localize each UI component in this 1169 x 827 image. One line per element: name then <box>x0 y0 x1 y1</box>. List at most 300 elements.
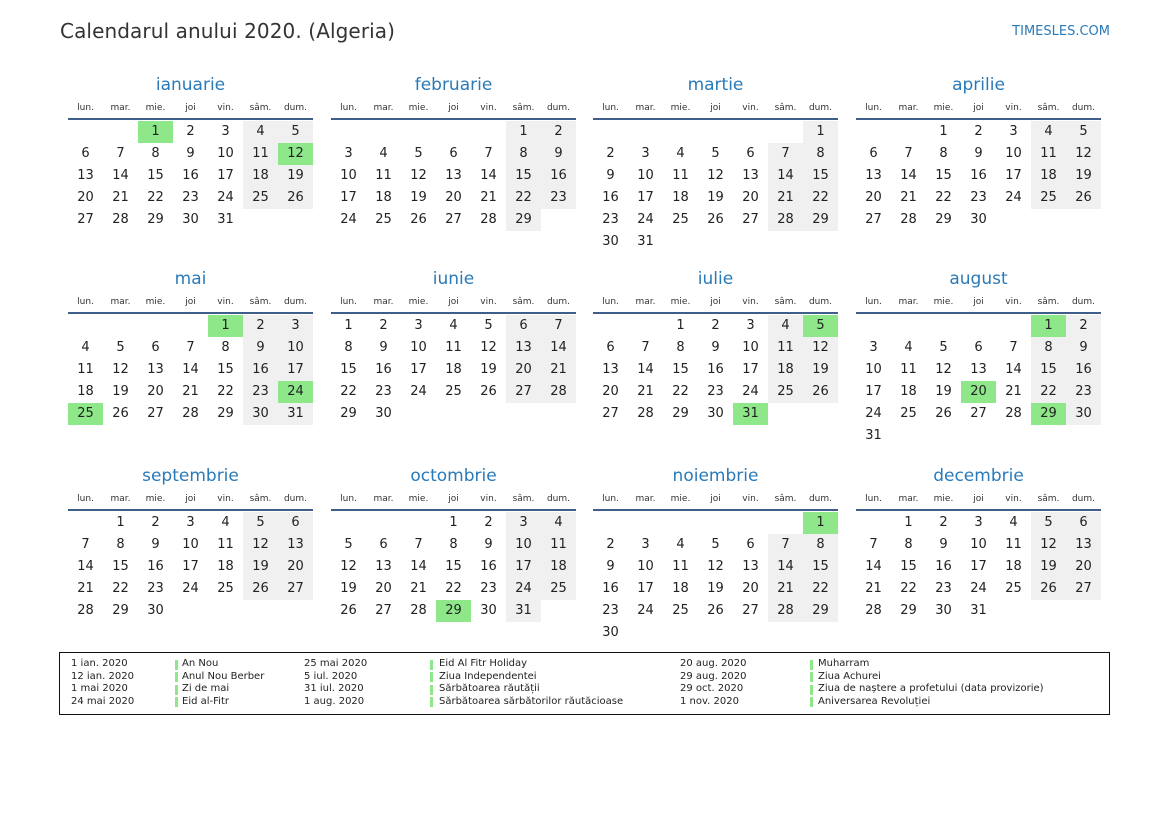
day-cell: 17 <box>340 190 357 205</box>
day-cell: 26 <box>1066 187 1101 209</box>
day-cell: 12 <box>1031 534 1066 556</box>
day-cell: 13 <box>742 168 759 183</box>
day-cell: 26 <box>112 406 129 421</box>
day-cell: 14 <box>768 556 803 578</box>
day-cell: 6 <box>449 146 458 161</box>
weekday-label: dum. <box>283 494 308 504</box>
day-cell: 5 <box>711 537 720 552</box>
day-cell: 30 <box>970 212 987 227</box>
day-cell: 29 <box>803 209 838 231</box>
day-cell: 18 <box>541 556 576 578</box>
day-cell: 18 <box>1031 165 1066 187</box>
day-cell: 10 <box>340 168 357 183</box>
day-cell: 15 <box>445 559 462 574</box>
weekday-label: dum. <box>1071 494 1096 504</box>
legend-marker <box>810 697 813 707</box>
legend-date: 25 mai 2020 <box>304 658 368 669</box>
day-cell: 7 <box>541 315 576 337</box>
day-cell: 19 <box>1066 165 1101 187</box>
weekday-label: sâm. <box>249 103 272 113</box>
weekday-label: lun. <box>602 297 619 307</box>
day-cell: 31 <box>278 403 313 425</box>
day-cell: 3 <box>746 318 755 333</box>
day-cell: 5 <box>484 318 493 333</box>
day-cell: 22 <box>147 190 164 205</box>
day-cell: 13 <box>278 534 313 556</box>
day-cell: 2 <box>151 515 160 530</box>
holiday-day: 1 <box>803 512 838 534</box>
day-cell: 13 <box>602 362 619 377</box>
weekday-label: vin. <box>1005 103 1022 113</box>
day-cell: 16 <box>480 559 497 574</box>
day-cell: 22 <box>935 190 952 205</box>
day-cell: 13 <box>865 168 882 183</box>
holiday-day: 25 <box>68 403 103 425</box>
day-cell: 7 <box>186 340 195 355</box>
day-cell: 18 <box>672 190 689 205</box>
day-cell: 21 <box>541 359 576 381</box>
day-cell: 24 <box>506 578 541 600</box>
day-cell: 27 <box>445 212 462 227</box>
day-cell: 9 <box>379 340 388 355</box>
day-cell: 26 <box>480 384 497 399</box>
day-cell: 7 <box>869 537 878 552</box>
day-cell: 3 <box>641 146 650 161</box>
legend-holiday-name: Aniversarea Revoluției <box>818 695 931 707</box>
legend-marker <box>175 685 178 695</box>
day-cell: 17 <box>278 359 313 381</box>
weekday-label: joi <box>710 494 721 504</box>
day-cell: 25 <box>900 406 917 421</box>
day-cell: 1 <box>344 318 353 333</box>
weekday-label: mar. <box>635 297 656 307</box>
day-cell: 25 <box>445 384 462 399</box>
weekday-label: sâm. <box>512 494 535 504</box>
month-name: iunie <box>432 269 475 289</box>
day-cell: 5 <box>1066 121 1101 143</box>
day-cell: 12 <box>935 362 952 377</box>
day-cell: 12 <box>707 559 724 574</box>
day-cell: 7 <box>414 537 423 552</box>
day-cell: 22 <box>803 187 838 209</box>
day-cell: 4 <box>379 146 388 161</box>
month-name: ianuarie <box>155 75 226 95</box>
day-cell: 10 <box>637 168 654 183</box>
day-cell: 18 <box>243 165 278 187</box>
day-cell: 7 <box>768 143 803 165</box>
day-cell: 2 <box>186 124 195 139</box>
weekday-label: sâm. <box>249 297 272 307</box>
legend-date: 1 nov. 2020 <box>680 695 739 707</box>
weekday-label: mar. <box>898 103 919 113</box>
day-cell: 14 <box>637 362 654 377</box>
day-cell: 8 <box>449 537 458 552</box>
day-cell: 23 <box>970 190 987 205</box>
day-cell: 31 <box>865 428 882 443</box>
month-divider <box>68 118 313 120</box>
day-cell: 16 <box>1066 359 1101 381</box>
day-cell: 7 <box>116 146 125 161</box>
weekday-label: mie. <box>670 103 691 113</box>
day-cell: 14 <box>77 559 94 574</box>
weekday-label: joi <box>710 297 721 307</box>
day-cell: 10 <box>1005 146 1022 161</box>
month-name: septembrie <box>142 466 239 486</box>
weekday-label: mie. <box>408 494 429 504</box>
day-cell: 11 <box>217 537 234 552</box>
day-cell: 20 <box>77 190 94 205</box>
day-cell: 26 <box>707 603 724 618</box>
day-cell: 16 <box>935 559 952 574</box>
legend-date: 12 ian. 2020 <box>71 670 134 682</box>
day-cell: 23 <box>707 384 724 399</box>
legend-marker <box>430 685 433 695</box>
holiday-day: 29 <box>1031 403 1066 425</box>
weekday-label: dum. <box>283 297 308 307</box>
day-cell: 5 <box>243 512 278 534</box>
day-cell: 16 <box>182 168 199 183</box>
day-cell: 31 <box>506 600 541 622</box>
day-cell: 25 <box>1031 187 1066 209</box>
day-cell: 23 <box>147 581 164 596</box>
day-cell: 30 <box>602 625 619 640</box>
day-cell: 10 <box>410 340 427 355</box>
weekday-label: dum. <box>546 494 571 504</box>
weekday-label: vin. <box>480 297 497 307</box>
weekday-label: lun. <box>865 103 882 113</box>
weekday-label: mie. <box>933 494 954 504</box>
day-cell: 11 <box>541 534 576 556</box>
day-cell: 29 <box>900 603 917 618</box>
weekday-label: lun. <box>865 494 882 504</box>
holiday-day: 1 <box>208 315 243 337</box>
day-cell: 3 <box>186 515 195 530</box>
day-cell: 28 <box>480 212 497 227</box>
weekday-label: lun. <box>340 297 357 307</box>
day-cell: 15 <box>506 165 541 187</box>
day-cell: 30 <box>707 406 724 421</box>
day-cell: 30 <box>147 603 164 618</box>
day-cell: 27 <box>506 381 541 403</box>
month-divider <box>593 118 838 120</box>
day-cell: 31 <box>637 234 654 249</box>
day-cell: 19 <box>935 384 952 399</box>
weekday-label: mar. <box>635 103 656 113</box>
month-name: august <box>949 269 1008 289</box>
day-cell: 21 <box>1005 384 1022 399</box>
weekday-label: joi <box>973 494 984 504</box>
day-cell: 9 <box>541 143 576 165</box>
day-cell: 30 <box>480 603 497 618</box>
day-cell: 15 <box>112 559 129 574</box>
day-cell: 23 <box>480 581 497 596</box>
weekday-label: vin. <box>217 297 234 307</box>
day-cell: 15 <box>672 362 689 377</box>
day-cell: 6 <box>606 340 615 355</box>
day-cell: 12 <box>707 168 724 183</box>
legend-holiday-name: An Nou <box>182 658 219 669</box>
day-cell: 25 <box>672 212 689 227</box>
day-cell: 7 <box>641 340 650 355</box>
day-cell: 13 <box>147 362 164 377</box>
day-cell: 8 <box>676 340 685 355</box>
legend-date: 31 iul. 2020 <box>304 683 364 694</box>
day-cell: 3 <box>974 515 983 530</box>
day-cell: 27 <box>375 603 392 618</box>
legend-holiday-name: Sărbătoarea răutății <box>439 683 540 694</box>
month-divider <box>856 118 1101 120</box>
day-cell: 27 <box>865 212 882 227</box>
day-cell: 12 <box>803 337 838 359</box>
day-cell: 16 <box>147 559 164 574</box>
day-cell: 22 <box>506 187 541 209</box>
day-cell: 10 <box>278 337 313 359</box>
day-cell: 23 <box>935 581 952 596</box>
day-cell: 8 <box>1031 337 1066 359</box>
day-cell: 19 <box>480 362 497 377</box>
legend-date: 24 mai 2020 <box>71 695 135 707</box>
day-cell: 10 <box>182 537 199 552</box>
day-cell: 14 <box>865 559 882 574</box>
day-cell: 28 <box>112 212 129 227</box>
month-name: aprilie <box>952 75 1005 95</box>
month-divider <box>331 312 576 314</box>
day-cell: 16 <box>602 581 619 596</box>
day-cell: 23 <box>182 190 199 205</box>
day-cell: 5 <box>344 537 353 552</box>
weekday-label: joi <box>973 103 984 113</box>
day-cell: 15 <box>217 362 234 377</box>
weekday-label: mar. <box>898 297 919 307</box>
day-cell: 30 <box>602 234 619 249</box>
weekday-label: mar. <box>373 297 394 307</box>
day-cell: 28 <box>637 406 654 421</box>
day-cell: 13 <box>742 559 759 574</box>
weekday-label: joi <box>185 297 196 307</box>
legend-holiday-name: Ziua Independentei <box>439 670 537 682</box>
day-cell: 6 <box>869 146 878 161</box>
day-cell: 22 <box>340 384 357 399</box>
day-cell: 28 <box>768 209 803 231</box>
day-cell: 24 <box>637 603 654 618</box>
day-cell: 3 <box>641 537 650 552</box>
legend-marker <box>430 697 433 707</box>
day-cell: 30 <box>375 406 392 421</box>
day-cell: 8 <box>803 143 838 165</box>
legend-marker <box>175 697 178 707</box>
day-cell: 27 <box>742 603 759 618</box>
day-cell: 15 <box>935 168 952 183</box>
day-cell: 21 <box>865 581 882 596</box>
day-cell: 1 <box>116 515 125 530</box>
day-cell: 18 <box>900 384 917 399</box>
day-cell: 17 <box>637 581 654 596</box>
day-cell: 20 <box>602 384 619 399</box>
weekday-label: lun. <box>77 297 94 307</box>
legend-holiday-name: Anul Nou Berber <box>182 670 265 682</box>
day-cell: 16 <box>970 168 987 183</box>
weekday-label: mie. <box>145 297 166 307</box>
legend-date: 1 ian. 2020 <box>71 658 128 669</box>
day-cell: 26 <box>1031 578 1066 600</box>
day-cell: 7 <box>484 146 493 161</box>
weekday-label: lun. <box>602 494 619 504</box>
weekday-label: mie. <box>933 297 954 307</box>
weekday-label: sâm. <box>512 103 535 113</box>
day-cell: 10 <box>637 559 654 574</box>
day-cell: 1 <box>904 515 913 530</box>
day-cell: 11 <box>768 337 803 359</box>
day-cell: 25 <box>243 187 278 209</box>
day-cell: 20 <box>742 190 759 205</box>
day-cell: 3 <box>278 315 313 337</box>
day-cell: 8 <box>344 340 353 355</box>
day-cell: 5 <box>278 121 313 143</box>
day-cell: 5 <box>939 340 948 355</box>
day-cell: 21 <box>410 581 427 596</box>
day-cell: 4 <box>449 318 458 333</box>
month-divider <box>593 509 838 511</box>
day-cell: 11 <box>243 143 278 165</box>
day-cell: 22 <box>803 578 838 600</box>
day-cell: 11 <box>375 168 392 183</box>
day-cell: 28 <box>900 212 917 227</box>
day-cell: 17 <box>1005 168 1022 183</box>
day-cell: 6 <box>506 315 541 337</box>
weekday-label: vin. <box>1005 297 1022 307</box>
day-cell: 18 <box>1005 559 1022 574</box>
holiday-day: 24 <box>278 381 313 403</box>
month-divider <box>68 509 313 511</box>
day-cell: 15 <box>900 559 917 574</box>
weekday-label: lun. <box>865 297 882 307</box>
day-cell: 9 <box>974 146 983 161</box>
day-cell: 25 <box>217 581 234 596</box>
day-cell: 21 <box>768 187 803 209</box>
day-cell: 6 <box>151 340 160 355</box>
day-cell: 22 <box>112 581 129 596</box>
weekday-label: joi <box>185 494 196 504</box>
day-cell: 29 <box>935 212 952 227</box>
day-cell: 2 <box>606 146 615 161</box>
day-cell: 26 <box>707 212 724 227</box>
day-cell: 11 <box>1031 143 1066 165</box>
day-cell: 7 <box>1009 340 1018 355</box>
day-cell: 17 <box>182 559 199 574</box>
day-cell: 17 <box>217 168 234 183</box>
day-cell: 2 <box>939 515 948 530</box>
day-cell: 26 <box>803 381 838 403</box>
day-cell: 24 <box>340 212 357 227</box>
day-cell: 19 <box>243 556 278 578</box>
legend-marker <box>430 672 433 682</box>
legend-holiday-name: Sărbătoarea sărbătorilor răutăcioase <box>439 695 624 707</box>
day-cell: 24 <box>970 581 987 596</box>
day-cell: 22 <box>672 384 689 399</box>
weekday-label: mar. <box>110 103 131 113</box>
weekday-label: sâm. <box>249 494 272 504</box>
day-cell: 8 <box>506 143 541 165</box>
month-name: martie <box>687 75 744 95</box>
site-link[interactable]: TIMESLES.COM <box>1012 24 1110 39</box>
holiday-day: 31 <box>733 403 768 425</box>
day-cell: 12 <box>480 340 497 355</box>
weekday-label: mie. <box>145 494 166 504</box>
weekday-label: vin. <box>217 494 234 504</box>
legend-date: 1 mai 2020 <box>71 683 128 694</box>
day-cell: 16 <box>243 359 278 381</box>
day-cell: 22 <box>217 384 234 399</box>
day-cell: 14 <box>541 337 576 359</box>
day-cell: 3 <box>869 340 878 355</box>
day-cell: 15 <box>1031 359 1066 381</box>
day-cell: 6 <box>974 340 983 355</box>
month-divider <box>856 312 1101 314</box>
legend-marker <box>175 672 178 682</box>
day-cell: 6 <box>746 537 755 552</box>
day-cell: 11 <box>77 362 94 377</box>
day-cell: 8 <box>904 537 913 552</box>
month-divider <box>331 118 576 120</box>
weekday-label: vin. <box>742 297 759 307</box>
month-divider <box>68 312 313 314</box>
legend-holiday-name: Eid al-Fitr <box>182 695 229 707</box>
day-cell: 5 <box>1031 512 1066 534</box>
day-cell: 17 <box>410 362 427 377</box>
day-cell: 3 <box>414 318 423 333</box>
legend-marker <box>175 660 178 670</box>
day-cell: 17 <box>742 362 759 377</box>
day-cell: 17 <box>506 556 541 578</box>
legend-marker <box>430 660 433 670</box>
day-cell: 10 <box>506 534 541 556</box>
day-cell: 13 <box>970 362 987 377</box>
weekday-label: dum. <box>808 494 833 504</box>
holiday-day: 5 <box>803 315 838 337</box>
weekday-label: lun. <box>602 103 619 113</box>
day-cell: 15 <box>340 362 357 377</box>
weekday-label: joi <box>448 494 459 504</box>
day-cell: 1 <box>676 318 685 333</box>
day-cell: 21 <box>900 190 917 205</box>
day-cell: 28 <box>865 603 882 618</box>
day-cell: 23 <box>541 187 576 209</box>
day-cell: 23 <box>243 381 278 403</box>
day-cell: 30 <box>1066 403 1101 425</box>
day-cell: 26 <box>243 578 278 600</box>
month-name: februarie <box>414 75 493 95</box>
weekday-label: mie. <box>670 494 691 504</box>
day-cell: 20 <box>742 581 759 596</box>
weekday-label: mie. <box>670 297 691 307</box>
legend-holiday-name: Ziua de naștere a profetului (data provizorie) <box>818 683 1044 694</box>
day-cell: 6 <box>81 146 90 161</box>
page-title: Calendarul anului 2020. (Algeria) <box>60 19 396 43</box>
day-cell: 18 <box>217 559 234 574</box>
day-cell: 29 <box>147 212 164 227</box>
day-cell: 25 <box>1005 581 1022 596</box>
day-cell: 25 <box>375 212 392 227</box>
day-cell: 30 <box>935 603 952 618</box>
day-cell: 9 <box>606 168 615 183</box>
holiday-day: 1 <box>1031 315 1066 337</box>
day-cell: 14 <box>410 559 427 574</box>
day-cell: 3 <box>1009 124 1018 139</box>
day-cell: 22 <box>1031 381 1066 403</box>
day-cell: 15 <box>803 165 838 187</box>
legend-marker <box>810 672 813 682</box>
day-cell: 16 <box>707 362 724 377</box>
